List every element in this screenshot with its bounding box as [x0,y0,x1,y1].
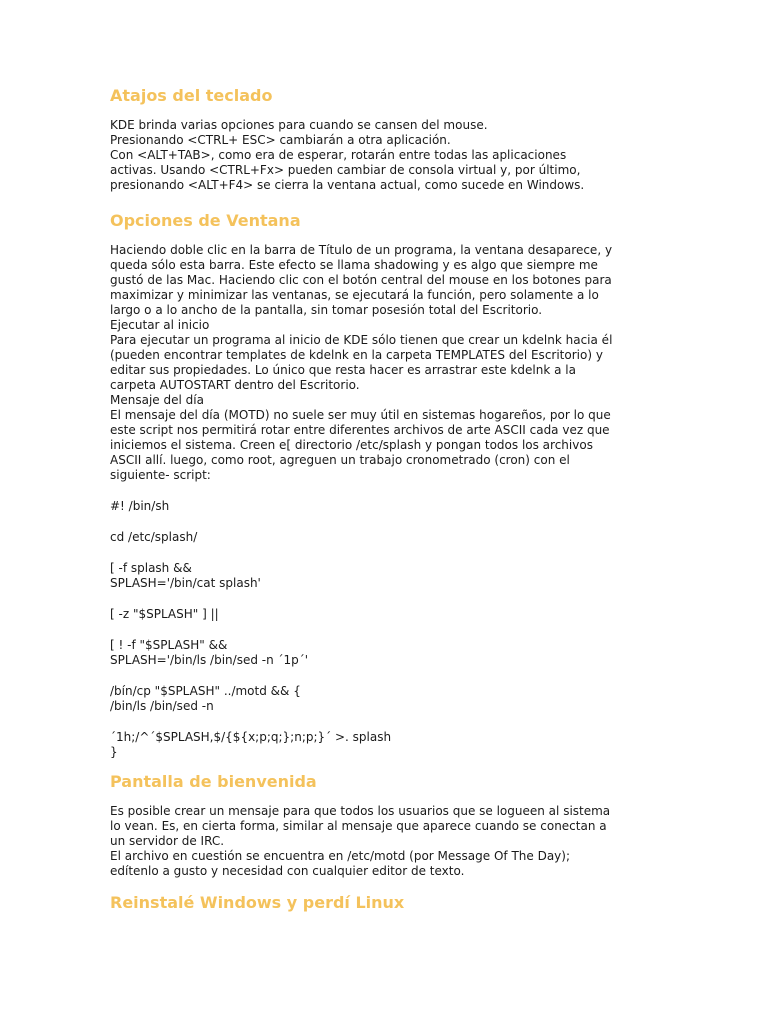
body-line: Haciendo doble clic en la barra de Título de un programa, la ventana desaparece, y [110,243,613,257]
code-line: [ -f splash && [110,561,192,575]
script-code-block [110,499,670,760]
code-line: [ -z "$SPLASH" ] || [110,607,219,621]
code-line: /bín/cp "$SPLASH" ../motd && { [110,684,301,698]
code-line: ´1h;/^´$SPLASH,$/{${x;p;q;};n;p;}´ >. splash [110,730,392,744]
code-line: SPLASH='/bin/ls /bin/sed -n ´1p´' [110,653,309,667]
body-line: un servidor de IRC. [110,834,225,848]
body-line: Con <ALT+TAB>, como era de esperar, rotarán entre todas las aplicaciones [110,148,567,162]
body-line: este script nos permitirá rotar entre diferentes archivos de arte ASCII cada vez que [110,423,610,437]
section-body-pantalla-bienvenida [110,804,670,879]
body-line: Presionando <CTRL+ ESC> cambiarán a otra aplicación. [110,133,451,147]
code-line: cd /etc/splash/ [110,530,198,544]
code-line: /bin/ls /bin/sed -n [110,699,214,713]
body-line: gustó de las Mac. Haciendo clic con el botón central del mouse en los botones para [110,273,612,287]
section-body-atajos [110,118,670,193]
body-line: El archivo en cuestión se encuentra en /etc/motd (por Message Of The Day); [110,849,571,863]
body-line: lo vean. Es, en cierta forma, similar al mensaje que aparece cuando se conectan a [110,819,607,833]
body-line: edítenlo a gusto y necesidad con cualquier editor de texto. [110,864,465,878]
subheading-ejecutar-inicio: Ejecutar al inicio [110,318,210,332]
body-line: Para ejecutar un programa al inicio de KDE sólo tienen que crear un kdelnk hacia él [110,333,613,347]
document-page [110,84,670,915]
section-heading-opciones-ventana: Opciones de Ventana [110,211,301,230]
body-line: iniciemos el sistema. Creen e[ directorio /etc/splash y pongan todos los archivos [110,438,593,452]
body-line: maximizar y minimizar las ventanas, se ejecutará la función, pero solamente a lo [110,288,599,302]
body-line: presionando <ALT+F4> se cierra la ventana actual, como sucede en Windows. [110,178,585,192]
section-heading-atajos: Atajos del teclado [110,86,273,105]
body-line: activas. Usando <CTRL+Fx> pueden cambiar de consola virtual y, por último, [110,163,581,177]
body-line: ASCII allí. luego, como root, agreguen un trabajo cronometrado (cron) con el [110,453,570,467]
body-line: (pueden encontrar templates de kdelnk en la carpeta TEMPLATES del Escritorio) y [110,348,603,362]
section-heading-reinstale-windows: Reinstalé Windows y perdí Linux [110,893,405,912]
body-line: siguiente- script: [110,468,211,482]
body-line: largo o a lo ancho de la pantalla, sin tomar posesión total del Escritorio. [110,303,543,317]
body-line: Es posible crear un mensaje para que todos los usuarios que se logueen al sistema [110,804,611,818]
section-body-opciones-ventana [110,243,670,483]
body-line: carpeta AUTOSTART dentro del Escritorio. [110,378,360,392]
section-heading-pantalla-bienvenida: Pantalla de bienvenida [110,772,317,791]
code-line: #! /bin/sh [110,499,170,513]
code-line: [ ! -f "$SPLASH" && [110,638,228,652]
code-line: SPLASH='/bin/cat splash' [110,576,261,590]
body-line: El mensaje del día (MOTD) no suele ser muy útil en sistemas hogareños, por lo que [110,408,611,422]
body-line: KDE brinda varias opciones para cuando se cansen del mouse. [110,118,488,132]
body-line: queda sólo esta barra. Este efecto se llama shadowing y es algo que siempre me [110,258,598,272]
code-line: } [110,745,118,759]
subheading-mensaje-dia: Mensaje del día [110,393,204,407]
body-line: editar sus propiedades. Lo único que resta hacer es arrastrar este kdelnk a la [110,363,576,377]
